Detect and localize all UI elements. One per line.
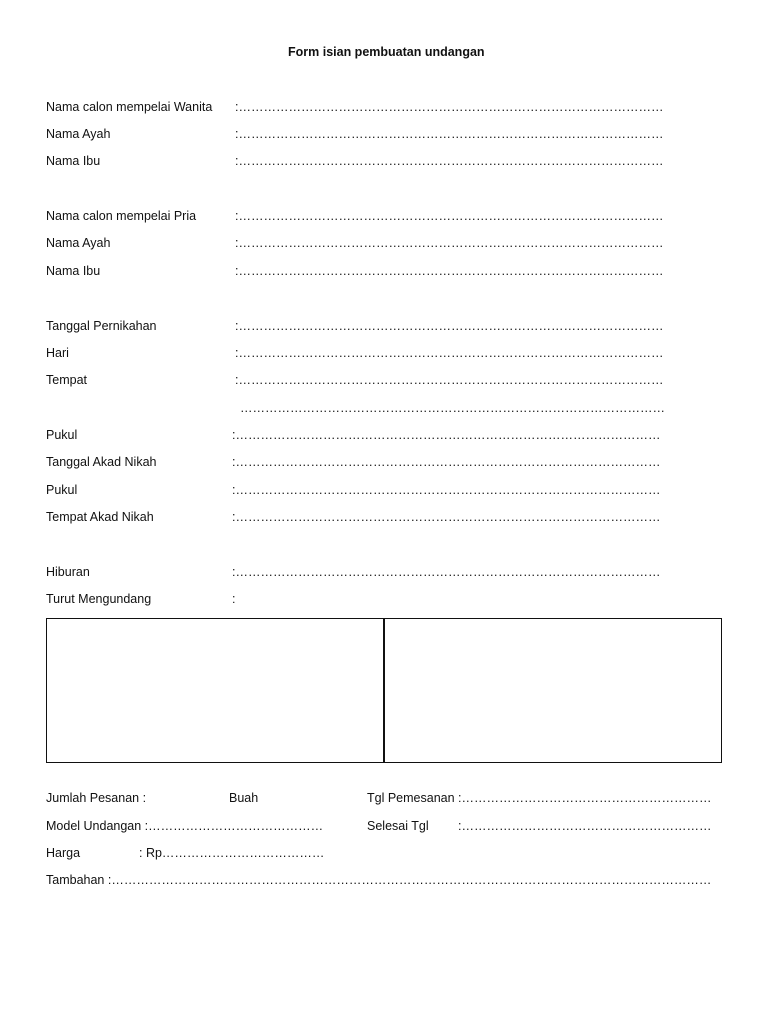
place-label: Tempat [46,373,87,387]
model-field[interactable]: Model Undangan :…………………………………… [46,819,324,833]
entertainment-label: Hiburan [46,565,90,579]
akad-place-label: Tempat Akad Nikah [46,510,154,524]
time-label: Pukul [46,428,78,442]
co-inviters-colon: : [232,592,236,606]
wedding-date-label: Tanggal Pernikahan [46,319,157,333]
quantity-unit: Buah [229,791,259,805]
time-field[interactable]: :………………………………………………………………………………………… [232,428,661,442]
bride-name-label: Nama calon mempelai Wanita [46,100,213,114]
groom-father-field[interactable]: :………………………………………………………………………………………… [235,236,664,250]
price-field[interactable]: : Rp………………………………… [139,846,325,860]
co-inviters-label: Turut Mengundang [46,592,152,606]
place-field-continuation[interactable]: ………………………………………………………………………………………… [240,401,665,415]
quantity-label: Jumlah Pesanan : [46,791,147,805]
groom-name-label: Nama calon mempelai Pria [46,209,197,223]
akad-place-field[interactable]: :………………………………………………………………………………………… [232,510,661,524]
bride-mother-field[interactable]: :………………………………………………………………………………………… [235,154,664,168]
akad-date-field[interactable]: :………………………………………………………………………………………… [232,455,661,469]
bride-father-field[interactable]: :………………………………………………………………………………………… [235,127,664,141]
akad-date-label: Tanggal Akad Nikah [46,455,157,469]
form-title: Form isian pembuatan undangan [288,45,485,59]
groom-mother-label: Nama Ibu [46,264,101,278]
order-date-field[interactable]: Tgl Pemesanan :…………………………………………………… [367,791,712,805]
day-field[interactable]: :………………………………………………………………………………………… [235,346,664,360]
co-inviters-box-left[interactable] [46,618,385,763]
finish-date-field[interactable]: :…………………………………………………… [458,819,712,833]
wedding-date-field[interactable]: :………………………………………………………………………………………… [235,319,664,333]
akad-time-field[interactable]: :………………………………………………………………………………………… [232,483,661,497]
co-inviters-box-right[interactable] [383,618,722,763]
finish-date-label: Selesai Tgl [367,819,429,833]
akad-time-label: Pukul [46,483,78,497]
price-label: Harga [46,846,81,860]
day-label: Hari [46,346,69,360]
bride-father-label: Nama Ayah [46,127,111,141]
groom-father-label: Nama Ayah [46,236,111,250]
groom-mother-field[interactable]: :………………………………………………………………………………………… [235,264,664,278]
bride-mother-label: Nama Ibu [46,154,101,168]
place-field[interactable]: :………………………………………………………………………………………… [235,373,664,387]
extra-field[interactable]: Tambahan :……………………………………………………………………………………………………………………………… [46,873,712,887]
entertainment-field[interactable]: :………………………………………………………………………………………… [232,565,661,579]
groom-name-field[interactable]: :………………………………………………………………………………………… [235,209,664,223]
bride-name-field[interactable]: :………………………………………………………………………………………… [235,100,664,114]
